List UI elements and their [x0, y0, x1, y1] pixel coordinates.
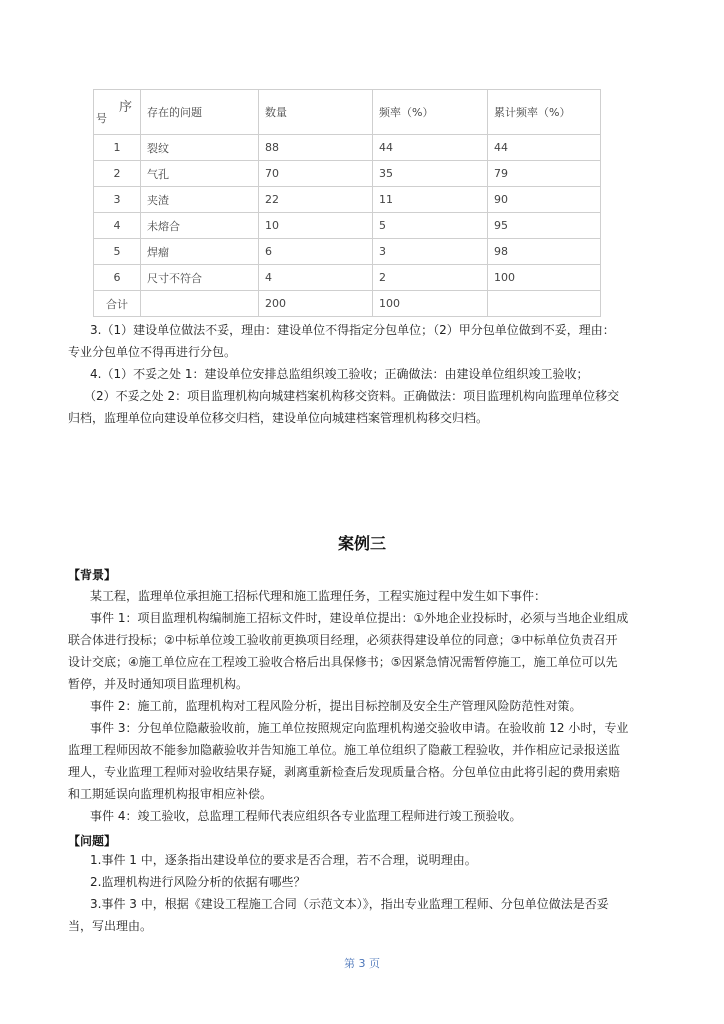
answer-line: （2）不妥之处 2：项目监理机构向城建档案机构移交资料。正确做法：项目监理机构向监理单位移交: [84, 389, 620, 403]
cell-problem: 气孔: [141, 161, 259, 187]
cell-seq: 6: [94, 265, 141, 291]
cell-problem: 尺寸不符合: [141, 265, 259, 291]
cell-frequency: 35: [373, 161, 488, 187]
answer-line: 专业分包单位不得再进行分包。: [68, 345, 237, 359]
cell-frequency: 44: [373, 135, 488, 161]
header-seq-bottom: 号: [96, 112, 107, 125]
case-title: 案例三: [337, 534, 386, 553]
header-problem: 存在的问题: [141, 90, 259, 135]
question-line: 1.事件 1 中，逐条指出建设单位的要求是否合理，若不合理，说明理由。: [90, 853, 477, 867]
quality-frequency-table: [93, 89, 601, 317]
answer-line: 4.（1）不妥之处 1：建设单位安排总监组织竣工验收；正确做法：由建设单位组织竣工验收；: [90, 367, 589, 381]
cell-cumulative: 98: [488, 239, 601, 265]
cell-seq: 2: [94, 161, 141, 187]
cell-total-frequency: 100: [373, 291, 488, 317]
cell-cumulative: 95: [488, 213, 601, 239]
cell-total-problem: [141, 291, 259, 317]
background-line: 设计交底；④施工单位应在工程竣工验收合格后出具保修书；⑤因紧急情况需暂停施工，施工单位可以先: [68, 655, 618, 669]
answer-line: 3.（1）建设单位做法不妥，理由：建设单位不得指定分包单位；（2）甲分包单位做到不妥，理由：: [90, 323, 615, 337]
header-seq-top: 序: [118, 100, 132, 115]
background-line: 理人，专业监理工程师对验收结果存疑，剥离重新检查后发现质量合格。分包单位由此将引起的费用索赔: [68, 765, 621, 779]
cell-seq: 1: [94, 135, 141, 161]
table-row: [94, 265, 601, 291]
cell-seq: 3: [94, 187, 141, 213]
background-line: 事件 1：项目监理机构编制施工招标文件时，建设单位提出：①外地企业投标时，必须与当地企业组成: [90, 611, 629, 625]
background-line: 和工期延误向监理机构报审相应补偿。: [68, 787, 273, 801]
background-line: 事件 2：施工前，监理机构对工程风险分析，提出目标控制及安全生产管理风险防范性对策。: [90, 699, 582, 713]
cell-cumulative: 44: [488, 135, 601, 161]
cell-problem: 未熔合: [141, 213, 259, 239]
cell-frequency: 11: [373, 187, 488, 213]
cell-total-cumulative: [488, 291, 601, 317]
cell-frequency: 2: [373, 265, 488, 291]
question-line: 2.监理机构进行风险分析的依据有哪些？: [90, 875, 306, 889]
cell-quantity: 4: [259, 265, 373, 291]
cell-problem: 夹渣: [141, 187, 259, 213]
cell-total-quantity: 200: [259, 291, 373, 317]
cell-quantity: 6: [259, 239, 373, 265]
background-line: 事件 3：分包单位隐蔽验收前，施工单位按照规定向监理机构递交验收申请。在验收前 12 小时，专业: [90, 721, 629, 735]
cell-quantity: 70: [259, 161, 373, 187]
table-row: [94, 161, 601, 187]
cell-cumulative: 79: [488, 161, 601, 187]
table-row: [94, 135, 601, 161]
table-row: [94, 239, 601, 265]
cell-problem: 焊瘤: [141, 239, 259, 265]
background-line: 联合体进行投标；②中标单位竣工验收前更换项目经理，必须获得建设单位的同意；③中标单位负责召开: [68, 633, 618, 647]
cell-seq: 4: [94, 213, 141, 239]
cell-quantity: 88: [259, 135, 373, 161]
cell-quantity: 10: [259, 213, 373, 239]
background-line: 事件 4：竣工验收，总监理工程师代表应组织各专业监理工程师进行竣工预验收。: [90, 809, 522, 823]
header-quantity: 数量: [259, 90, 373, 135]
table-header-row: [94, 90, 601, 135]
header-cumulative: 累计频率（%）: [488, 90, 601, 135]
question-line: 当，写出理由。: [68, 919, 153, 933]
table-row: [94, 187, 601, 213]
answer-line: 归档，监理单位向建设单位移交归档，建设单位向城建档案管理机构移交归档。: [68, 411, 489, 425]
table-total-row: [94, 291, 601, 317]
cell-frequency: 5: [373, 213, 488, 239]
header-seq: [94, 90, 141, 135]
cell-quantity: 22: [259, 187, 373, 213]
questions-label: 【问题】: [68, 834, 117, 848]
background-line: 监理工程师因故不能参加隐蔽验收并告知施工单位。施工单位组织了隐蔽工程验收，并作相应记录报送监: [68, 743, 621, 757]
cell-problem: 裂纹: [141, 135, 259, 161]
question-line: 3.事件 3 中，根据《建设工程施工合同（示范文本）》，指出专业监理工程师、分包单位做法是否妥: [90, 897, 609, 911]
cell-cumulative: 100: [488, 265, 601, 291]
header-frequency: 频率（%）: [373, 90, 488, 135]
table-row: [94, 213, 601, 239]
page-number: 第 3 页: [344, 957, 380, 970]
background-line: 暂停，并及时通知项目监理机构。: [68, 677, 249, 691]
cell-frequency: 3: [373, 239, 488, 265]
cell-cumulative: 90: [488, 187, 601, 213]
background-label: 【背景】: [68, 568, 117, 582]
cell-seq: 5: [94, 239, 141, 265]
cell-total-label: 合计: [94, 291, 141, 317]
background-line: 某工程，监理单位承担施工招标代理和施工监理任务，工程实施过程中发生如下事件：: [90, 589, 547, 603]
